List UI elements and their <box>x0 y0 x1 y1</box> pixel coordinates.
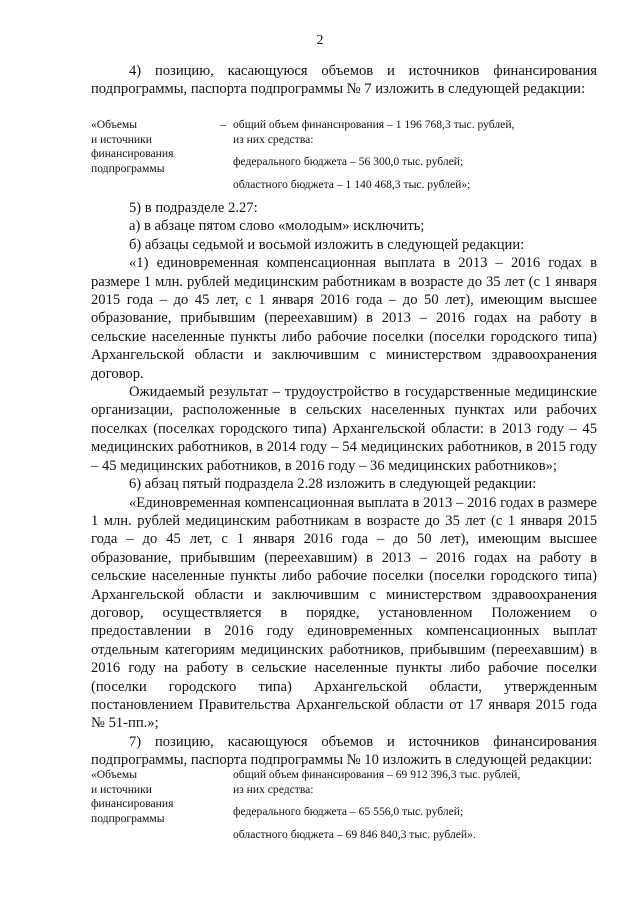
quote-2-text: Ожидаемый результат – трудоустройство в государственные медицинские организации, расположенные в сельских населенных пунктах или рабочих поселках (поселках городского типа) Архангельской области: в 2013 году – 45 медицинских работников, в 2014 году – 54 медицинских работников, в 2015 году – 45 медицинских работников, в 2016 году – 36 медицинских работников»; <box>91 384 597 474</box>
main-text-block <box>91 199 597 770</box>
passport-7-line: областного бюджета – 1 140 468,3 тыс. рублей»; <box>233 177 471 191</box>
item-4-text: 4) позицию, касающуюся объемов и источников финансирования подпрограммы, паспорта подпрограммы № 7 изложить в следующей редакции: <box>91 63 597 98</box>
passport-10-table <box>91 768 597 843</box>
passport-10-line: федерального бюджета – 65 556,0 тыс. рублей; <box>233 805 464 819</box>
passport-7-label <box>91 118 211 176</box>
quote-1-text: «1) единовременная компенсационная выплата в 2013 – 2016 годах в размере 1 млн. рублей медицинским работникам в возрасте до 35 лет (с 1 января 2015 года – до 45 лет, с 1 января 2016 года – до 50 лет), имеющим высшее образование, прибывшим (переехавшим) в 2013 – 2016 годах на работу в сельские населенные пункты либо рабочие поселки (поселки городского типа) Архангельской области и заключившим с министерством здравоохранения договор. <box>91 255 597 382</box>
passport-10-label-line: финансирования <box>91 797 174 811</box>
passport-7-line: общий объем финансирования – 1 196 768,3 тыс. рублей, <box>233 118 515 131</box>
passport-10-values <box>233 768 597 842</box>
passport-10-label-line: и источники <box>91 782 152 796</box>
quote-3-text: «Единовременная компенсационная выплата в 2013 – 2016 годах в размере 1 млн. рублей медицинским работникам в возрасте до 35 лет (с 1 января 2015 года – до 45 лет, с 1 января 2016 года – до 50 лет), имеющим высшее образование, прибывшим (переехавшим) в 2013 – 2016 годах на работу в сельские населенные пункты либо рабочие поселки (поселки городского типа) Архангельской области и заключившим с министерством здравоохранения договор, осуществляется в порядке, установленном Положением о предоставлении в 2016 году единовременных компенсационных выплат отдельным категориям медицинских работников, прибывшим (переехавшим) в 2016 году на работу в сельские населенные пункты либо рабочие поселки (поселки городского типа) Архангельской области, утвержденным постановлением Правительства Архангельской области от 17 января 2015 года № 51-пп.»; <box>91 494 597 732</box>
item-5-text: 5) в подразделе 2.27: <box>129 200 258 216</box>
item-5a-text: а) в абзаце пятом слово «молодым» исключить; <box>129 218 425 235</box>
item-4-block <box>91 62 597 99</box>
item-5b-text: б) абзацы седьмой и восьмой изложить в следующей редакции: <box>129 236 525 253</box>
passport-7-label-line: подпрограммы <box>91 161 165 175</box>
passport-7-label-line: «Объемы <box>91 118 138 131</box>
passport-7-label-line: и источники <box>91 132 152 146</box>
passport-10-label <box>91 768 211 826</box>
passport-7-table <box>91 118 597 191</box>
passport-7-label-line: финансирования <box>91 147 174 161</box>
passport-10-line: общий объем финансирования – 69 912 396,3 тыс. рублей, <box>233 768 521 781</box>
passport-7-line: федерального бюджета – 56 300,0 тыс. рублей; <box>233 155 464 169</box>
item-6-text: 6) абзац пятый подраздела 2.28 изложить в следующей редакции: <box>129 476 537 493</box>
passport-10-line: из них средства: <box>233 782 314 796</box>
passport-10-line: областного бюджета – 69 846 840,3 тыс. рублей». <box>233 827 476 841</box>
item-7-text: 7) позицию, касающуюся объемов и источников финансирования подпрограммы, паспорта подпрограммы № 10 изложить в следующей редакции: <box>91 733 597 769</box>
page-number: 2 <box>316 33 324 48</box>
passport-7-line: из них средства: <box>233 132 314 146</box>
passport-7-dash: – <box>220 118 226 131</box>
passport-10-label-line: подпрограммы <box>91 811 165 825</box>
passport-7-values <box>233 118 597 192</box>
passport-10-label-line: «Объемы <box>91 768 138 781</box>
